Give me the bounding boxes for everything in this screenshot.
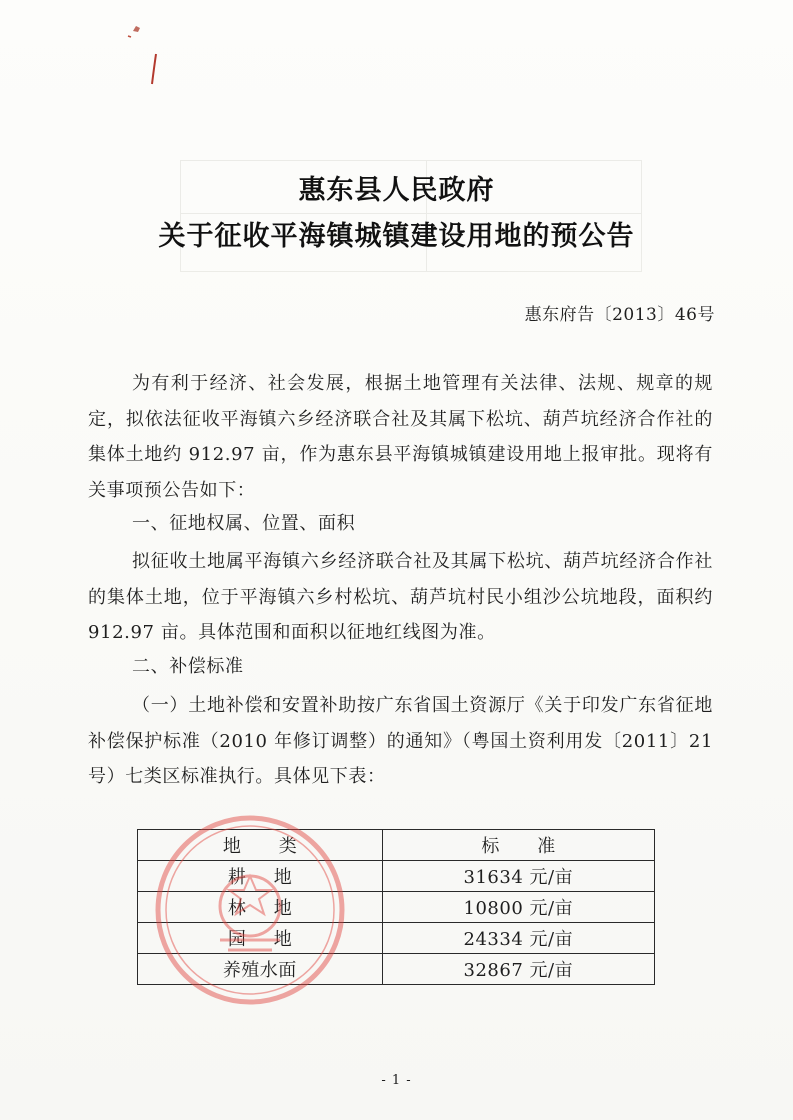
land-type-cell: 耕地 [138, 861, 383, 892]
handwritten-mark [110, 18, 160, 88]
standard-cell: 32867 元/亩 [382, 954, 654, 985]
table-header-row [138, 830, 655, 861]
land-type-cell: 林地 [138, 892, 383, 923]
page-number: - 1 - [381, 1073, 412, 1088]
section1-paragraph: 拟征收土地属平海镇六乡经济联合社及其属下松坑、葫芦坑经济合作社的集体土地，位于平海镇六乡村松坑、葫芦坑村民小组沙公坑地段，面积约 912.97 亩。具体范围和面积以征地红线图为准。 [88, 551, 713, 643]
standard-cell: 24334 元/亩 [382, 923, 654, 954]
document-title-line1: 惠东县人民政府 [298, 175, 495, 206]
standard-cell: 31634 元/亩 [382, 861, 654, 892]
table-row [138, 954, 655, 985]
document-title-line2: 关于征收平海镇城镇建设用地的预公告 [158, 221, 635, 252]
table-header-standard: 标准 [382, 830, 654, 861]
compensation-table [137, 829, 655, 985]
land-type-cell: 养殖水面 [138, 954, 383, 985]
standard-cell: 10800 元/亩 [382, 892, 654, 923]
table-row [138, 861, 655, 892]
table-row [138, 892, 655, 923]
section2-paragraph: （一）土地补偿和安置补助按广东省国土资源厅《关于印发广东省征地补偿保护标准（2010 年修订调整）的通知》（粤国土资利用发〔2011〕21 号）七类区标准执行。具体见下表： [88, 695, 713, 787]
table-header-type: 地类 [138, 830, 383, 861]
table-row [138, 923, 655, 954]
document-number: 惠东府告〔2013〕46号 [524, 305, 715, 325]
section2-heading: 二、补偿标准 [132, 656, 244, 677]
section1-heading: 一、征地权属、位置、面积 [132, 513, 356, 534]
land-type-cell: 园地 [138, 923, 383, 954]
intro-paragraph: 为有利于经济、社会发展，根据土地管理有关法律、法规、规章的规定，拟依法征收平海镇六乡经济联合社及其属下松坑、葫芦坑经济合作社的集体土地约 912.97 亩，作为惠东县平海镇城镇建设用地上报审批。现将有关事项预公告如下： [88, 373, 713, 501]
